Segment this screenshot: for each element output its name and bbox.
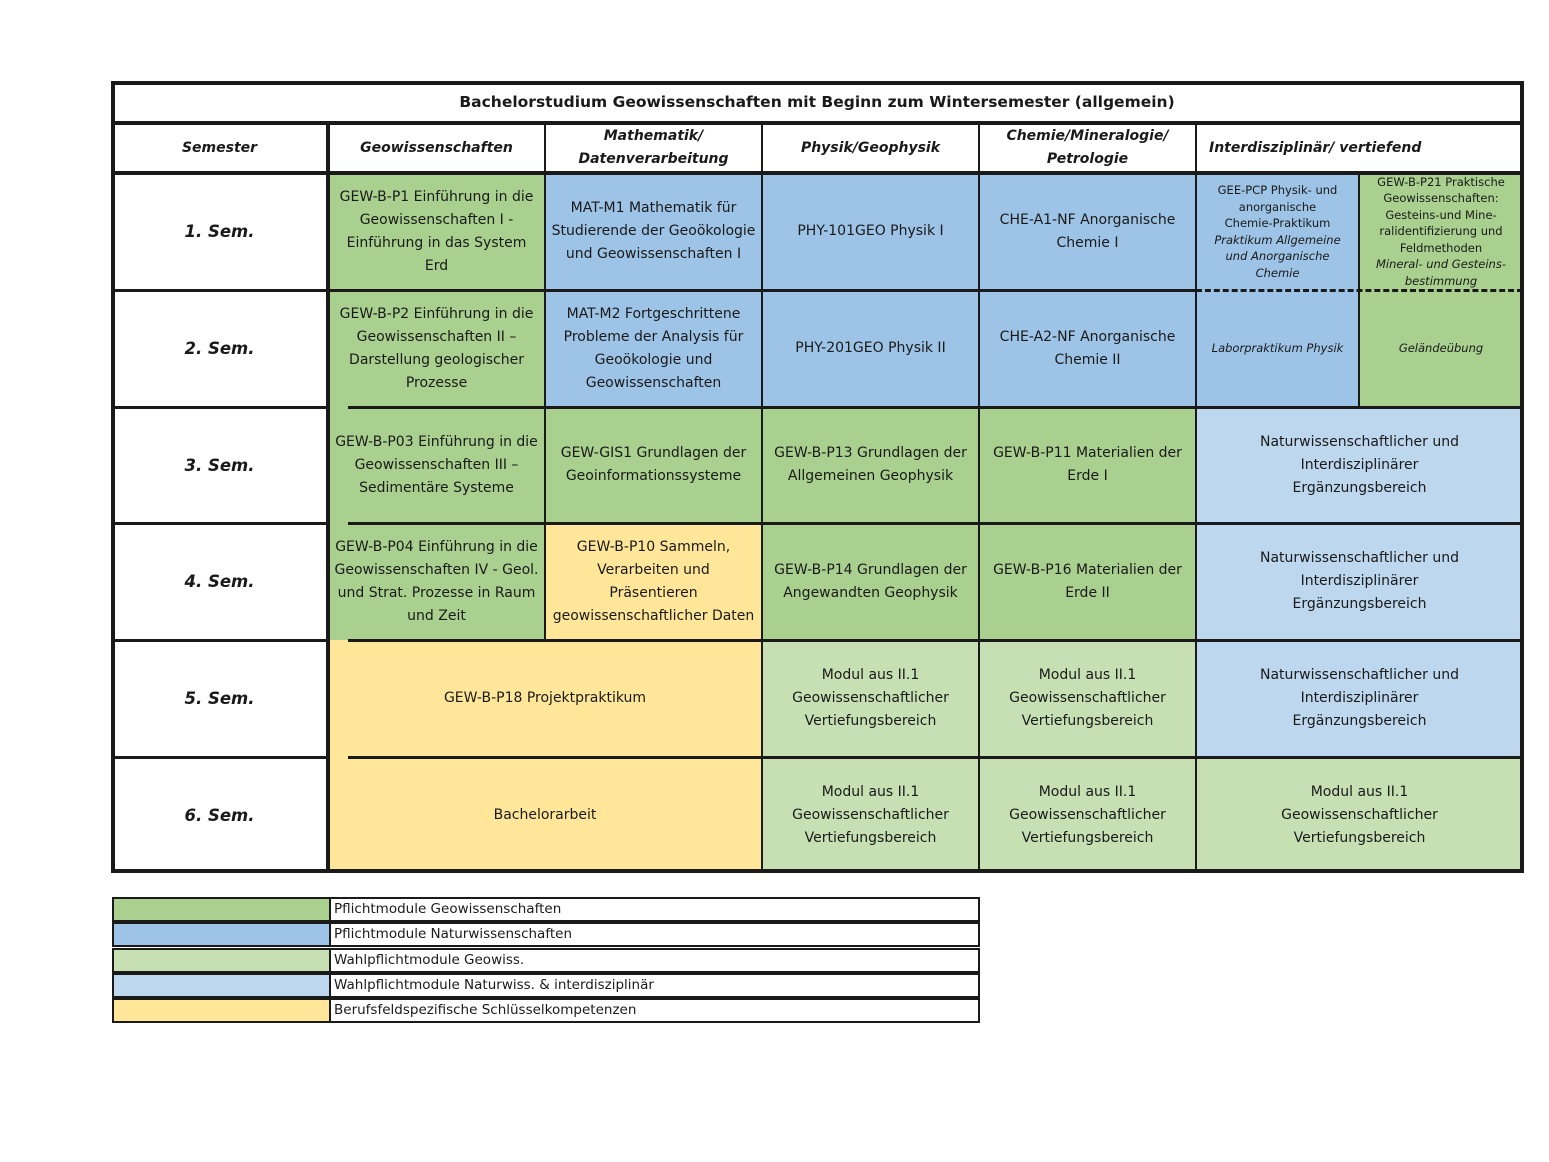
rule-sem3-right <box>348 522 1523 525</box>
module-ergaenzungsbereich-sem4 <box>1196 523 1523 640</box>
module-text: Geowissenschaften: <box>1383 191 1499 206</box>
module-text: Vertiefungsbereich <box>1021 713 1154 729</box>
module-text: Probleme der Analysis für <box>563 328 744 345</box>
module-text: Geowissenschaftlicher <box>792 690 949 706</box>
module-text: Interdisziplinärer <box>1300 690 1419 706</box>
rule-col-physik <box>978 123 980 873</box>
module-text: GEE-PCP Physik- und <box>1217 183 1338 197</box>
module-text: Ergänzungsbereich <box>1292 596 1427 612</box>
semester-label: 6. Sem. <box>184 805 255 825</box>
border-top <box>111 81 1523 85</box>
module-phy-101geo <box>762 173 979 290</box>
rule-sem2 <box>111 406 328 409</box>
module-text: GEW-B-P03 Einführung in die <box>335 433 538 450</box>
legend-item-wahl-natur <box>112 973 980 998</box>
module-laborpraktikum-physik <box>1196 290 1359 407</box>
rule-col-semester <box>326 123 330 873</box>
semester-label: 1. Sem. <box>184 222 255 241</box>
border-left <box>111 81 115 873</box>
legend-swatch <box>114 950 331 971</box>
legend-label: Pflichtmodule Naturwissenschaften <box>334 926 572 942</box>
module-gew-b-p21 <box>1359 173 1523 290</box>
semester-6 <box>111 757 328 873</box>
semester-label: 5. Sem. <box>184 689 255 708</box>
module-text: ralidentifizierung und <box>1379 224 1503 239</box>
rule-sem4-right <box>348 639 1523 642</box>
module-text: GEW-B-P11 Materialien der <box>993 445 1182 461</box>
module-text: und Strat. Prozesse in Raum <box>337 584 536 601</box>
module-text: Vertiefungsbereich <box>1293 829 1426 846</box>
header-mathe-line1: Mathematik/ <box>603 128 704 144</box>
module-text: GEW-B-P18 Projektpraktikum <box>443 690 647 706</box>
module-text: GEW-B-P21 Praktische <box>1377 174 1505 189</box>
module-text: GEW-B-P14 Grundlagen der <box>774 561 967 578</box>
module-text: Geowissenschaftlicher <box>1009 690 1166 706</box>
module-text: Geoökologie und <box>594 351 713 368</box>
module-text: Sedimentäre Systeme <box>359 479 514 496</box>
module-text: Prozesse <box>405 374 468 391</box>
module-text: Gesteins-und Mine- <box>1385 207 1497 222</box>
module-text: Modul aus II.1 <box>821 667 920 683</box>
rule-col-mathe <box>761 123 763 873</box>
module-text: PHY-101GEO Physik I <box>797 223 944 239</box>
module-text: anorganische <box>1238 199 1317 214</box>
study-plan-table <box>111 81 1523 873</box>
module-vertiefung-inter-sem6 <box>1196 757 1523 873</box>
rule-sem5 <box>111 756 328 759</box>
module-text: Vertiefungsbereich <box>804 713 937 729</box>
header-geo-text: Geowissenschaften <box>360 139 513 156</box>
module-text: GEW-B-P1 Einführung in die <box>339 188 534 205</box>
module-text: Ergänzungsbereich <box>1292 479 1427 496</box>
module-che-a1-nf <box>979 173 1196 290</box>
module-text: Geowissenschaftlicher <box>1281 806 1438 823</box>
module-ergaenzungsbereich-sem3 <box>1196 407 1523 523</box>
header-chemie-line1: Chemie/Mineralogie/ <box>1006 128 1169 144</box>
legend <box>112 897 980 1024</box>
module-vertiefung-chemie-sem6 <box>979 757 1196 873</box>
module-gew-b-p16 <box>979 523 1196 640</box>
module-text: Verarbeiten und Präsentieren <box>597 561 710 601</box>
semester-1 <box>111 173 328 290</box>
module-text: GEW-B-P10 Sammeln, <box>576 538 731 555</box>
module-text: CHE-A1-NF Anorganische <box>999 211 1176 228</box>
semester-5 <box>111 640 328 757</box>
title-text: Bachelorstudium Geowissenschaften mit Beginn zum Wintersemester (allgemein) <box>459 92 1175 111</box>
module-text: Erde II <box>1065 584 1110 601</box>
module-vertiefung-physik-sem5 <box>762 640 979 757</box>
module-text: Modul aus II.1 <box>1038 667 1137 683</box>
semester-3 <box>111 407 328 523</box>
legend-item-berufsfeld <box>112 998 980 1023</box>
module-text: GEW-B-P13 Grundlagen der <box>774 445 967 461</box>
module-text: Bachelorarbeit <box>493 806 597 823</box>
module-text: Naturwissenschaftlicher und <box>1259 667 1459 683</box>
rule-header <box>111 171 1523 175</box>
rule-sem3 <box>111 522 328 525</box>
header-chemie-line2: Petrologie <box>1046 151 1129 167</box>
module-text: Einführung in das System Erd <box>346 234 527 274</box>
legend-label: Wahlpflichtmodule Naturwiss. & interdisziplinär <box>334 977 654 993</box>
rule-col-chemie <box>1195 123 1197 873</box>
rule-sem1 <box>111 289 1196 292</box>
module-text: Chemie I <box>1056 234 1119 251</box>
legend-label: Wahlpflichtmodule Geowiss. <box>334 952 525 968</box>
module-text: Modul aus II.1 <box>821 783 920 800</box>
module-text: Naturwissenschaftlicher und <box>1259 550 1459 566</box>
legend-swatch <box>114 924 331 945</box>
module-text: PHY-201GEO Physik II <box>795 340 946 356</box>
border-right <box>1520 81 1524 873</box>
header-inter-text: Interdisziplinär/ vertiefend <box>1209 139 1422 156</box>
module-text: geowissenschaftlicher Daten <box>552 607 755 624</box>
module-text: CHE-A2-NF Anorganische <box>999 328 1176 345</box>
module-gew-b-p2 <box>328 290 545 407</box>
module-subtext: Chemie <box>1255 265 1300 280</box>
module-gew-b-p03 <box>328 407 545 523</box>
module-gew-b-p11 <box>979 407 1196 523</box>
module-text: MAT-M2 Fortgeschrittene <box>566 305 741 322</box>
module-ergaenzungsbereich-sem5 <box>1196 640 1523 757</box>
header-interdisziplinaer <box>1196 123 1523 173</box>
module-text: Geowissenschaften <box>585 374 722 391</box>
module-subtext: Mineral- und Gesteins- <box>1376 257 1506 272</box>
module-text: Modul aus II.1 <box>1038 783 1137 800</box>
semester-label: 3. Sem. <box>184 455 255 475</box>
module-text: Geowissenschaften III – <box>354 456 519 473</box>
header-physik-text: Physik/Geophysik <box>800 139 941 156</box>
module-gew-b-p14 <box>762 523 979 640</box>
module-che-a2-nf <box>979 290 1196 407</box>
module-text: Feldmethoden <box>1399 240 1483 255</box>
module-text: Chemie-Praktikum <box>1224 216 1331 230</box>
module-text: Geowissenschaftlicher <box>1009 806 1166 823</box>
table-title <box>111 81 1523 123</box>
module-vertiefung-chemie-sem5 <box>979 640 1196 757</box>
module-phy-201geo <box>762 290 979 407</box>
legend-label: Berufsfeldspezifische Schlüsselkompetenzen <box>334 1002 637 1018</box>
module-text: Geowissenschaften IV - Geol. <box>334 561 539 578</box>
legend-swatch <box>114 1000 331 1021</box>
legend-swatch <box>114 899 331 920</box>
header-geowissenschaften <box>328 123 545 173</box>
rule-col-inter-split <box>1358 173 1360 407</box>
legend-swatch <box>114 975 331 996</box>
module-text: GEW-B-P2 Einführung in die <box>339 305 534 322</box>
module-text: Studierende der Geoökologie <box>551 223 756 239</box>
module-text: Vertiefungsbereich <box>804 829 937 846</box>
module-gew-b-p10 <box>545 523 762 640</box>
module-text: Laborpraktikum Physik <box>1211 341 1344 356</box>
header-semester <box>111 123 328 173</box>
module-vertiefung-physik-sem6 <box>762 757 979 873</box>
module-text: Erde I <box>1067 468 1108 484</box>
semester-4 <box>111 523 328 640</box>
module-text: Vertiefungsbereich <box>1021 829 1154 846</box>
rule-title <box>111 121 1523 125</box>
module-text: Chemie II <box>1054 351 1121 368</box>
rule-sem2-right <box>348 406 1523 409</box>
rule-col-geo <box>544 123 546 640</box>
semester-label: 4. Sem. <box>184 572 255 591</box>
module-text: und Zeit <box>407 607 466 624</box>
module-text: GEW-B-P04 Einführung in die <box>335 538 538 555</box>
module-bachelorarbeit <box>328 757 762 873</box>
semester-2 <box>111 290 328 407</box>
module-gew-b-p18 <box>328 640 762 757</box>
legend-item-pflicht-natur <box>112 922 980 947</box>
module-text: Interdisziplinärer <box>1300 573 1419 589</box>
rule-sem5-right <box>348 756 1523 759</box>
header-chemie <box>979 123 1196 173</box>
module-subtext: Praktikum Allgemeine <box>1214 232 1341 247</box>
module-subtext: und Anorganische <box>1225 249 1330 263</box>
legend-label: Pflichtmodule Geowissenschaften <box>334 901 562 917</box>
module-gee-pcp <box>1196 173 1359 290</box>
header-mathematik <box>545 123 762 173</box>
module-text: Naturwissenschaftlicher und <box>1259 433 1459 450</box>
module-text: Geowissenschaften I - <box>359 211 514 228</box>
legend-item-wahl-geo <box>112 948 980 973</box>
module-text: Geowissenschaften II – <box>356 328 517 345</box>
module-text: und Geowissenschaften I <box>565 246 742 262</box>
semester-label: 2. Sem. <box>184 339 255 358</box>
rule-sem4 <box>111 639 328 642</box>
module-text: GEW-B-P16 Materialien der <box>993 561 1182 578</box>
module-text: GEW-GIS1 Grundlagen der <box>560 445 747 461</box>
module-mat-m1 <box>545 173 762 290</box>
border-bottom <box>111 869 1523 873</box>
legend-item-pflicht-geo <box>112 897 980 922</box>
module-text: Geowissenschaftlicher <box>792 806 949 823</box>
header-semester-text: Semester <box>181 139 258 156</box>
header-mathe-line2: Datenverarbeitung <box>578 151 729 167</box>
header-physik <box>762 123 979 173</box>
module-gew-b-p1 <box>328 173 545 290</box>
module-text: Interdisziplinärer <box>1300 456 1419 473</box>
module-gelaendeuebung <box>1359 290 1523 407</box>
module-subtext: bestimmung <box>1404 273 1478 288</box>
module-gew-b-p04 <box>328 523 545 640</box>
module-text: Ergänzungsbereich <box>1292 713 1427 729</box>
module-gew-b-p13 <box>762 407 979 523</box>
module-text: Allgemeinen Geophysik <box>787 468 954 484</box>
module-mat-m2 <box>545 290 762 407</box>
module-text: Geländeübung <box>1398 341 1484 356</box>
module-text: Angewandten Geophysik <box>783 584 958 601</box>
module-text: Geoinformationssysteme <box>565 468 742 484</box>
module-gew-gis1 <box>545 407 762 523</box>
module-text: MAT-M1 Mathematik für <box>570 200 737 216</box>
module-text: Darstellung geologischer <box>349 351 524 368</box>
module-text: Modul aus II.1 <box>1310 783 1409 800</box>
